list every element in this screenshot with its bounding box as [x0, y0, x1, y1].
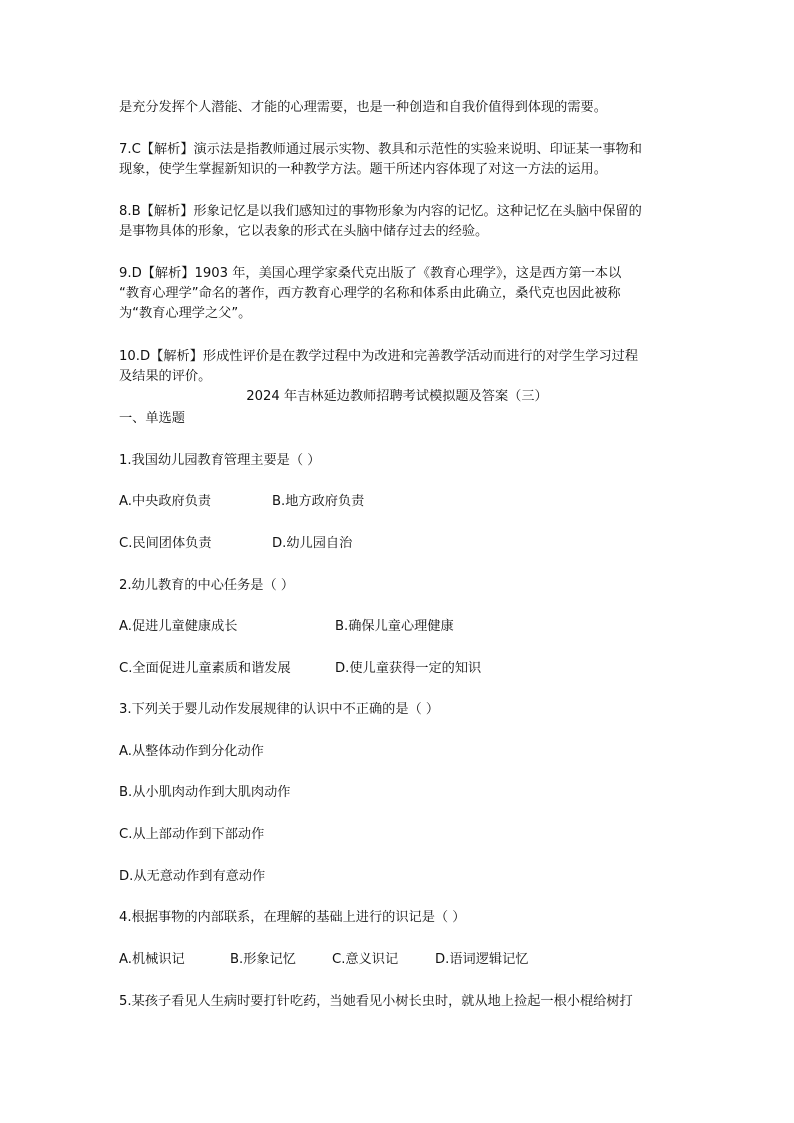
exam-title: 2024 年吉林延边教师招聘考试模拟题及答案（三）: [246, 389, 548, 404]
question-3-stem: 3.下列关于婴儿动作发展规律的认识中不正确的是（ ）: [119, 702, 440, 717]
analysis-q8-line-2: 是事物具体的形象，它以表象的形式在头脑中储存过去的经验。: [119, 224, 489, 239]
question-2-option-a: A.促进儿童健康成长: [119, 619, 238, 634]
analysis-q6-tail: 是充分发挥个人潜能、才能的心理需要，也是一种创造和自我价值得到体现的需要。: [119, 100, 607, 115]
analysis-q9-line-3: 为“教育心理学之父”。: [119, 306, 252, 321]
analysis-q7-line-2: 现象，使学生掌握新知识的一种教学方法。题干所述内容体现了对这一方法的运用。: [119, 162, 607, 177]
question-1-stem: 1.我国幼儿园教育管理主要是（ ）: [119, 453, 321, 468]
question-4-stem: 4.根据事物的内部联系，在理解的基础上进行的识记是（ ）: [119, 910, 466, 925]
analysis-q9-line-2: “教育心理学”命名的著作，西方教育心理学的名称和体系由此确立，桑代克也因此被称: [119, 286, 621, 301]
question-3-option-a: A.从整体动作到分化动作: [119, 744, 264, 759]
analysis-q9-line-1: 9.D【解析】1903 年，美国心理学家桑代克出版了《教育心理学》，这是西方第一本以: [119, 266, 622, 281]
question-3-option-c: C.从上部动作到下部动作: [119, 827, 265, 842]
question-1-option-d: D.幼儿园自治: [272, 536, 353, 551]
question-3-option-b: B.从小肌肉动作到大肌肉动作: [119, 785, 291, 800]
question-1-option-a: A.中央政府负责: [119, 494, 212, 509]
question-1-option-c: C.民间团体负责: [119, 536, 212, 551]
question-2-option-b: B.确保儿童心理健康: [335, 619, 454, 634]
question-5-stem: 5.某孩子看见人生病时要打针吃药，当她看见小树长虫时，就从地上捡起一根小棍给树打: [119, 994, 633, 1009]
analysis-q10-line-1: 10.D【解析】形成性评价是在教学过程中为改进和完善教学活动而进行的对学生学习过程: [119, 349, 639, 364]
question-2-option-d: D.使儿童获得一定的知识: [335, 661, 482, 676]
analysis-q10-line-2: 及结果的评价。: [119, 369, 212, 384]
question-4-option-b: B.形象记忆: [230, 952, 296, 967]
question-2-option-c: C.全面促进儿童素质和谐发展: [119, 661, 291, 676]
question-1-option-b: B.地方政府负责: [272, 494, 365, 509]
question-2-stem: 2.幼儿教育的中心任务是（ ）: [119, 578, 295, 593]
question-4-option-d: D.语词逻辑记忆: [435, 952, 529, 967]
analysis-q7-line-1: 7.C【解析】演示法是指教师通过展示实物、教具和示范性的实验来说明、印证某一事物和: [119, 142, 642, 157]
analysis-q8-line-1: 8.B【解析】形象记忆是以我们感知过的事物形象为内容的记忆。这种记忆在头脑中保留的: [119, 204, 642, 219]
question-3-option-d: D.从无意动作到有意动作: [119, 869, 266, 884]
question-4-option-c: C.意义识记: [332, 952, 399, 967]
section-heading: 一、单选题: [119, 411, 185, 426]
question-4-option-a: A.机械识记: [119, 952, 185, 967]
